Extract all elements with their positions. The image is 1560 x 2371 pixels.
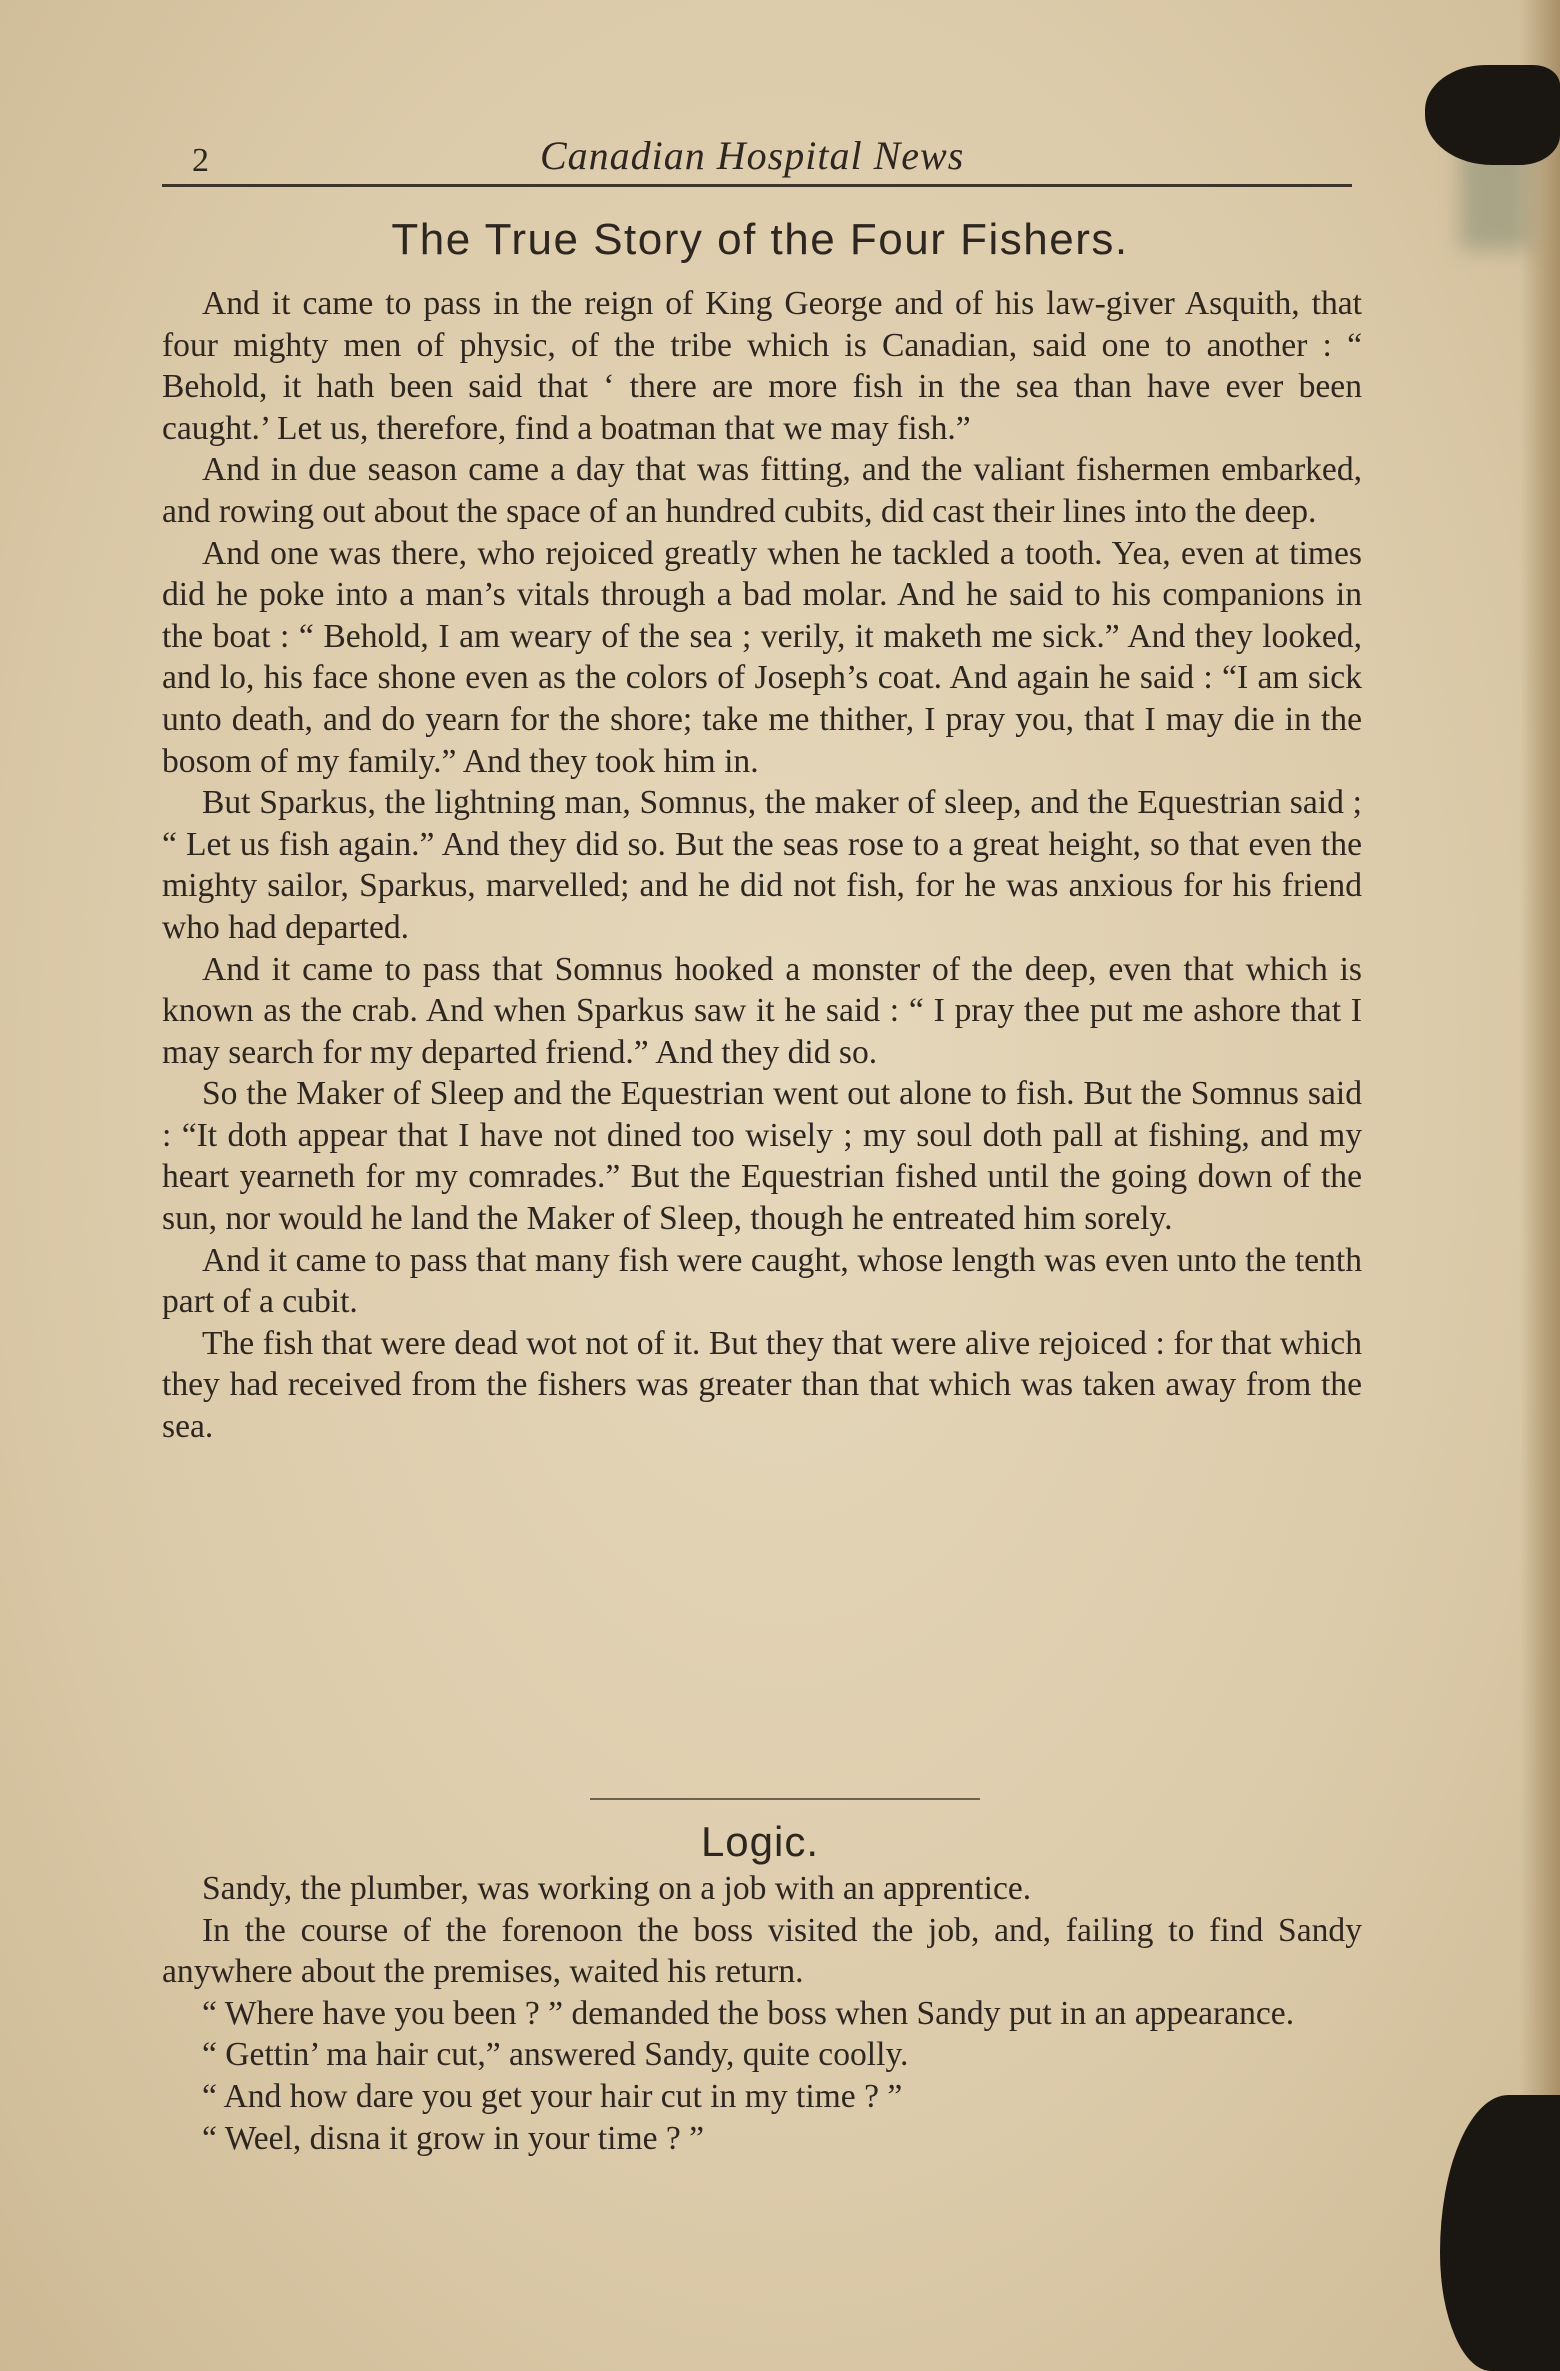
article-title-logic: Logic. — [700, 1818, 820, 1865]
paragraph: But Sparkus, the lightning man, Somnus, the maker of sleep, and the Equestrian said ; “ Let us fish again.” And they did so. But the seas rose to a great height, so that even the mighty sailor, Sparkus, marvelled; and he did not fish, for he was anxious for his friend who had departed. — [162, 784, 1362, 946]
paragraph: And it came to pass that Somnus hooked a monster of the deep, even that which is known as the crab. And when Sparkus saw it he said : “ I pray thee put me ashore that I may search for my departed friend.” And they did so. — [162, 950, 1362, 1071]
article-title-fishers: The True Story of the Four Fishers. — [391, 215, 1129, 264]
paragraph: “ Weel, disna it grow in your time ? ” — [202, 2119, 705, 2157]
paragraph: So the Maker of Sleep and the Equestrian went out alone to fish. But the Somnus said : “It doth appear that I have not dined too wisely ; my soul doth pall at fishing, and my heart yearneth for my comrades.” But the Equestrian fished until the going down of the sun, nor would he land the Maker of Sleep, though he entreated him sorely. — [162, 1075, 1362, 1238]
paragraph: And in due season came a day that was fitting, and the valiant fishermen embarked, and rowing out about the space of an hundred cubits, did cast their lines into the deep. — [162, 451, 1362, 530]
paragraph: And one was there, who rejoiced greatly when he tackled a tooth. Yea, even at times did he poke into a man’s vitals through a bad molar. And he said to his companions in the boat : “ Behold, I am weary of the sea ; verily, it maketh me sick.” And they looked, and lo, his face shone even as the colors of Joseph’s coat. And again he said : “I am sick unto death, and do yearn for the shore; take me thither, I pray you, that I may die in the bosom of my family.” And they took him in. — [162, 534, 1362, 780]
page-edge-shadow — [1520, 0, 1560, 2371]
running-title: Canadian Hospital News — [540, 133, 965, 178]
article-body-fishers — [162, 283, 1362, 1448]
section-divider — [590, 1798, 980, 1800]
page-header — [162, 128, 1352, 187]
paragraph: Sandy, the plumber, was working on a job with an apprentice. — [202, 1870, 1032, 1907]
paragraph: In the course of the forenoon the boss visited the job, and, failing to find Sandy anywhere about the premises, waited his return. — [162, 1911, 1362, 1991]
paragraph: “ Where have you been ? ” demanded the boss when Sandy put in an appearance. — [202, 1994, 1295, 2032]
torn-hole-bottom — [1440, 2095, 1560, 2371]
torn-hole-top — [1425, 65, 1560, 165]
paragraph: “ Gettin’ ma hair cut,” answered Sandy, quite coolly. — [202, 2036, 909, 2074]
paragraph: “ And how dare you get your hair cut in my time ? ” — [202, 2077, 903, 2115]
article-body-logic — [162, 1868, 1362, 2159]
paragraph: And it came to pass that many fish were caught, whose length was even unto the tenth part of a cubit. — [162, 1241, 1362, 1321]
page-number: 2 — [192, 142, 209, 179]
paragraph: And it came to pass in the reign of King George and of his law-giver Asquith, that four mighty men of physic, of the tribe which is Canadian, said one to another : “ Behold, it hath been said that ‘ there are more fish in the sea than have ever been caught.’ Let us, therefore, find a boatman that we may fish.” — [162, 285, 1362, 447]
paragraph: The fish that were dead wot not of it. But they that were alive rejoiced : for that which they had received from the fishers was greater than that which was taken away from the sea. — [162, 1324, 1362, 1446]
